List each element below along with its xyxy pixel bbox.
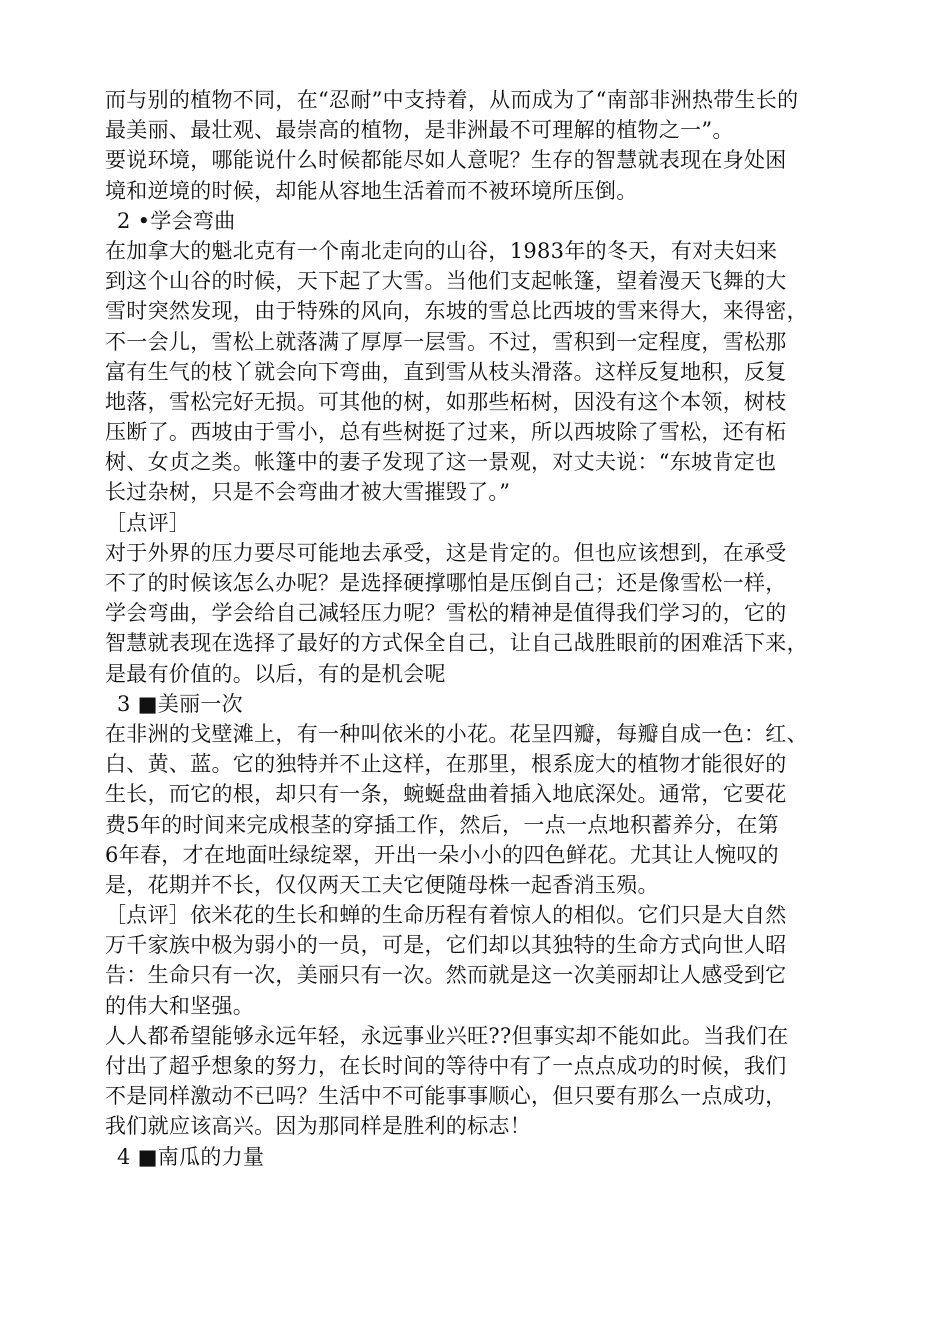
- paragraph-line: 不了的时候该怎么办呢？是选择硬撑哪怕是压倒自己；还是像雪松一样，: [105, 571, 787, 595]
- paragraph-line: 长过杂树，只是不会弯曲才被大雪摧毁了。”: [105, 480, 511, 505]
- paragraph-line: 地落，雪松完好无损。可其他的树，如那些柘树，因没有这个本领，树枝: [105, 389, 787, 414]
- paragraph-line: 智慧就表现在选择了最好的方式保全自己，让自己战胜眼前的困难活下来，: [105, 631, 808, 656]
- paragraph-line: 雪时突然发现，由于特殊的风向，东坡的雪总比西坡的雪来得大，来得密，: [105, 299, 808, 324]
- paragraph-line: 生长，而它的根，却只有一条，蜿蜒盘曲着插入地底深处。通常，它要花: [105, 782, 787, 807]
- section-heading: 2 •学会弯曲: [117, 208, 236, 233]
- paragraph-line: 万千家族中极为弱小的一员，可是，它们却以其独特的生命方式向世人昭: [105, 933, 787, 958]
- paragraph-line: 树、女贞之类。帐篷中的妻子发现了这一景观，对丈夫说：“东坡肯定也: [105, 450, 777, 475]
- paragraph-line: 是，花期并不长，仅仅两天工夫它便随母株一起香消玉殒。: [105, 872, 659, 897]
- paragraph-line: 不一会儿，雪松上就落满了厚厚一层雪。不过，雪积到一定程度，雪松那: [105, 329, 787, 354]
- paragraph-line: 到这个山谷的时候，天下起了大雪。当他们支起帐篷，望着漫天飞舞的大: [105, 269, 787, 294]
- paragraph-line: 在非洲的戈壁滩上，有一种叫依米的小花。花呈四瓣，每瓣自成一色：红、: [105, 721, 808, 746]
- paragraph-line: 费5年的时间来完成根茎的穿插工作，然后，一点一点地积蓄养分，在第: [105, 812, 779, 837]
- section-heading: 4 ■南瓜的力量: [117, 1144, 265, 1169]
- paragraph-line: 6年春，才在地面吐绿绽翠，开出一朵小小的四色鲜花。尤其让人惋叹的: [105, 842, 779, 867]
- paragraph-line: 告：生命只有一次，美丽只有一次。然而就是这一次美丽却让人感受到它: [105, 963, 787, 988]
- paragraph-line: 在加拿大的魁北克有一个南北走向的山谷，1983年的冬天，有对夫妇来: [105, 238, 778, 263]
- paragraph-line: 人人都希望能够永远年轻，永远事业兴旺??但事实却不能如此。当我们在: [105, 1023, 789, 1048]
- paragraph-line: 压断了。西坡由于雪小，总有些树挺了过来，所以西坡除了雪松，还有柘: [105, 420, 787, 445]
- paragraph-line: 要说环境，哪能说什么时候都能尽如人意呢？生存的智慧就表现在身处困: [105, 148, 787, 173]
- paragraph-line: 对于外界的压力要尽可能地去承受，这是肯定的。但也应该想到，在承受: [105, 540, 787, 565]
- paragraph-line: 而与别的植物不同，在“忍耐”中支持着，从而成为了“南部非洲热带生长的: [105, 88, 799, 112]
- section-heading: 3 ■美丽一次: [117, 691, 243, 716]
- body-text: [105, 85, 895, 1172]
- paragraph-line: 最美丽、最壮观、最崇高的植物，是非洲最不可理解的植物之一”。: [105, 118, 734, 143]
- comment-label: ［点评］: [105, 510, 191, 535]
- paragraph-line: 付出了超乎想象的努力，在长时间的等待中有了一点点成功的时候，我们: [105, 1054, 787, 1078]
- paragraph-line: 不是同样激动不已吗？生活中不可能事事顺心，但只要有那么一点成功，: [105, 1084, 787, 1109]
- paragraph-line: 是最有价值的。以后，有的是机会呢: [105, 661, 446, 686]
- paragraph-line: 白、黄、蓝。它的独特并不止这样，在那里，根系庞大的植物才能很好的: [105, 752, 787, 777]
- paragraph-line: 学会弯曲，学会给自己减轻压力呢？雪松的精神是值得我们学习的，它的: [105, 601, 787, 626]
- paragraph-line: 富有生气的枝丫就会向下弯曲，直到雪从枝头滑落。这样反复地积，反复: [105, 359, 787, 384]
- paragraph-line: 我们就应该高兴。因为那同样是胜利的标志！: [105, 1114, 531, 1139]
- paragraph-line: 境和逆境的时候，却能从容地生活着而不被环境所压倒。: [105, 178, 638, 203]
- paragraph-line: 的伟大和坚强。: [105, 993, 255, 1018]
- paragraph-line: ［点评］依米花的生长和蝉的生命历程有着惊人的相似。它们只是大自然: [105, 903, 787, 928]
